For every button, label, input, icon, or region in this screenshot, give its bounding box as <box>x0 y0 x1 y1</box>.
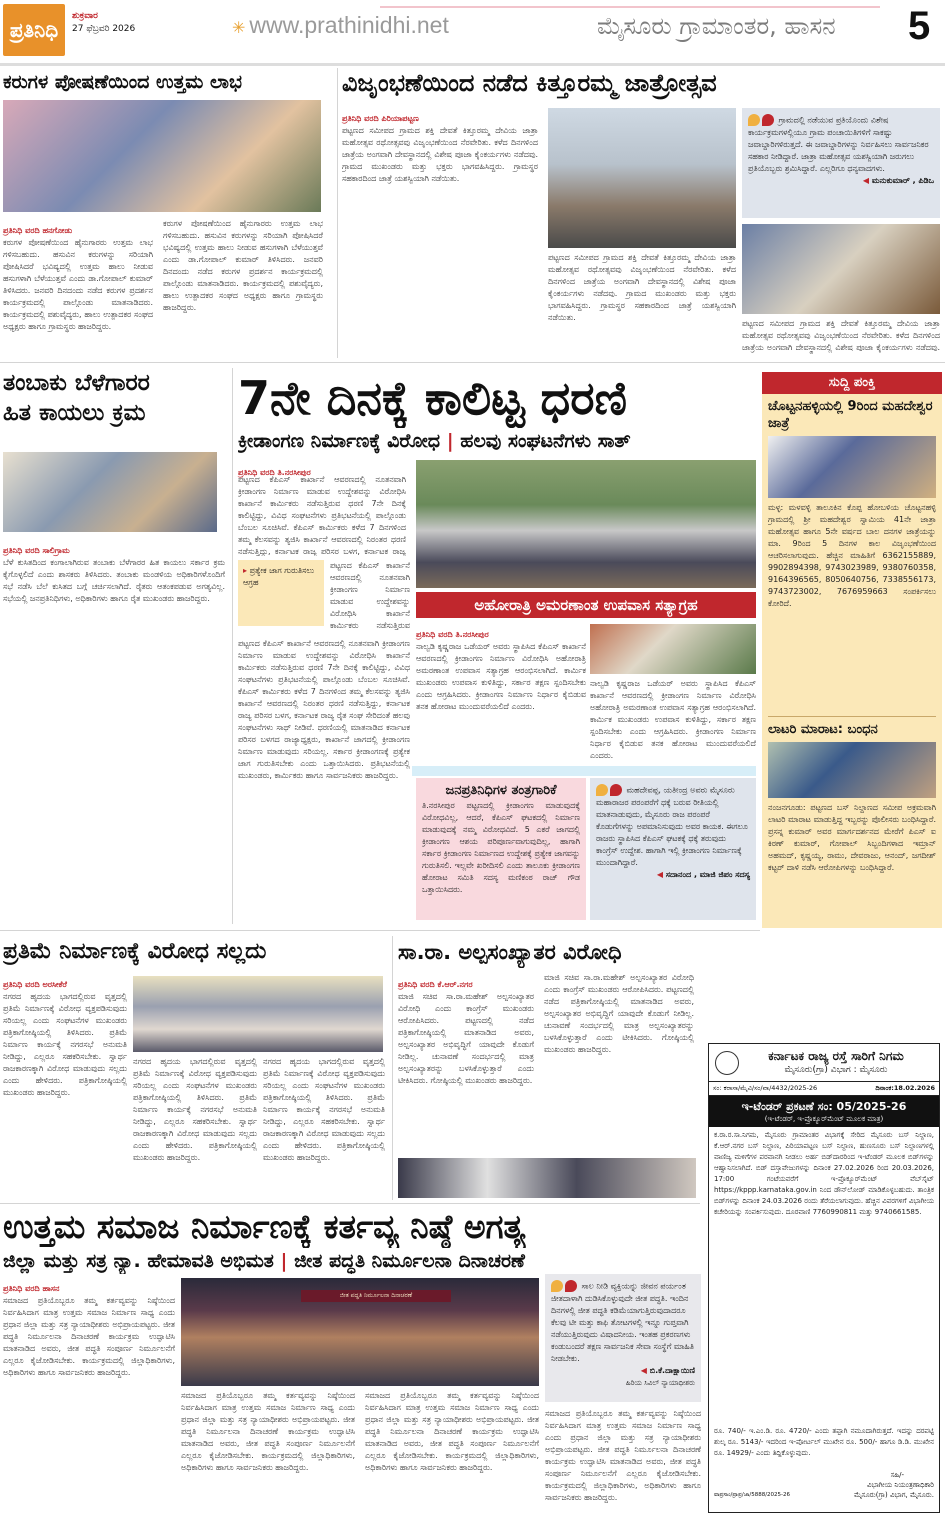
website-url: www.prathinidhi.net <box>249 12 449 38</box>
lead-subheadline <box>238 428 756 454</box>
quote-attribution: ◀ ಸದಾನಂದ , ಮಾಜಿ ಜಿಪಂ ಸದಸ್ಯ <box>596 869 750 881</box>
column-divider <box>337 68 338 358</box>
headline: ಉತ್ತಮ ಸಮಾಜ ನಿರ್ಮಾಣಕ್ಕೆ ಕರ್ತವ್ಯ ನಿಷ್ಠೆ ಅಗತ್ಯ <box>3 1207 526 1246</box>
page-number: 5 <box>908 4 931 48</box>
cursor-click-icon: ✳ <box>232 20 246 37</box>
lamp-lighting-photo <box>181 1278 539 1386</box>
sidebar-item-2-body: ನಂಜನಗೂಡು: ಪಟ್ಟಣದ ಬಸ್ ನಿಲ್ದಾಣದ ಸಮೀಪ ಅಕ್ರಮವಾಗಿ ಲಾಟರಿ ಮಾರಾಟ ಮಾಡುತ್ತಿದ್ದ ಇಬ್ಬರನ್ನು ಪೊಲೀಸರು ಬಂಧಿಸಿದ್ದಾರೆ. ಪ್ರಸನ್ನ ಕುಮಾರ್ ಅವರ ಮಾರ್ಗದರ್ಶನದ ಮೇರೆಗೆ ಪಿಎಸ್ ಐ ಕಿರಣ್ ಕುಮಾರ್, ಗೋಪಾಲ್ ಸಿಬ್ಬಂದಿಗಳಾದ ಇಮ್ರಾನ್ ಅಹಮದ್, ಕೃಷ್ಣಯ್ಯ, ರಾಮು, ದೇವರಾಜು, ಆನಂದ್, ಜಗದೀಶ್ ಕಟ್ಟರ್ ದಾಳಿ ನಡೆಸಿ ಆರೋಪಿಗಳನ್ನು ಬಂಧಿಸಿದ್ದಾರೆ. <box>768 803 936 872</box>
row-divider <box>0 1203 700 1204</box>
quote-text: ಮಹದೇವಪ್ಪ, ಯತೀಂದ್ರ ಅವರು ಮೈಸೂರು ಮಹಾರಾಜರ ಪರಂಪರೆಗೆ ಧಕ್ಕೆ ಬರುವ ರೀತಿಯಲ್ಲಿ ಮಾತನಾಡುವುದು, ಮೈಸೂರು ರಾಜ ಪರಂಪರೆ ಕೊಡುಗೆಗಳನ್ನು ಅಪಮಾನಿಸುವುದು ಅವರ ಕಾಯಕ. ಈಗಲೂ ರಾಜರು ಸ್ಥಾಪಿಸಿದ ಕೆಪಿಎಸ್ ಘಟಕಕ್ಕೆ ಧಕ್ಕೆ ತರುವುದು ಕಾಂಗ್ರೆಸ್ ಉದ್ದೇಶ. ಹಾಗಾಗಿ ಇಲ್ಲಿ ಕ್ರೀಡಾಂಗಣ ನಿರ್ಮಾಣಕ್ಕೆ ಮುಂದಾಗಿದ್ದಾರೆ. <box>596 785 748 867</box>
quote-icon <box>748 114 760 126</box>
article-body-continued: ಸಮಾಜದ ಪ್ರತಿಯೊಬ್ಬರೂ ತಮ್ಮ ಕರ್ತವ್ಯವನ್ನು ನಿಷ್ಠೆಯಿಂದ ನಿರ್ವಹಿಸಿದಾಗ ಮಾತ್ರ ಉತ್ತಮ ಸಮಾಜ ನಿರ್ಮಾಣ ಸಾಧ್ಯ ಎಂದು ಪ್ರಧಾನ ಜಿಲ್ಲಾ ಮತ್ತು ಸತ್ರ ನ್ಯಾಯಾಧೀಶರು ಅಭಿಪ್ರಾಯಪಟ್ಟರು. ಜೀತ ಪದ್ಧತಿ ನಿರ್ಮೂಲನಾ ದಿನಾಚರಣೆ ಕಾರ್ಯಕ್ರಮ ಉದ್ಘಾಟಿಸಿ ಮಾತನಾಡಿದ ಅವರು, ಜೀತ ಪದ್ಧತಿ ಸಂಪೂರ್ಣ ನಿರ್ಮೂಲನೆಗೆ ಎಲ್ಲರೂ ಕೈಜೋಡಿಸಬೇಕು. ಕಾರ್ಯಕ್ರಮದಲ್ಲಿ ಜಿಲ್ಲಾಧಿಕಾರಿಗಳು, ಅಧಿಕಾರಿಗಳು ಹಾಗೂ ಸಾರ್ವಜನಿಕರು ಹಾಜರಿದ್ದರು. <box>181 1391 355 1472</box>
tender-reference: ಸಂ: ಕರಾಸಾ/ಮೈವಿ/ಸಂ/ವಾ/4432/2025-26 <box>713 1084 818 1092</box>
sidebar-title: ಸುದ್ದಿ ಪಂಕ್ತಿ <box>762 372 942 394</box>
row-divider <box>0 362 945 363</box>
subhead-part-2: ಹಲವು ಸಂಘಟನೆಗಳು ಸಾತ್ <box>460 430 631 452</box>
byline: ಪ್ರತಿನಿಧಿ ವರದಿ ತಿ.ನರಸೀಪುರ <box>238 468 311 477</box>
box-body: ತಿ.ನರಸೀಪುರ ಪಟ್ಟಣದಲ್ಲಿ ಕ್ರೀಡಾಂಗಣ ಮಾಡುವುದಕ್ಕೆ ವಿರೋಧವಿಲ್ಲ, ಆದರೆ, ಕೆಪಿಎಸ್ ಘಟಕದಲ್ಲಿ ನಿರ್ಮಾಣ ಮಾಡುವುದಕ್ಕೆ ನಮ್ಮ ವಿರೋಧವಿದೆ. 5 ಎಕರೆ ಜಾಗದಲ್ಲಿ ಕ್ರೀಡಾಂಗಣ ಆಶಯ ಪರಿಪೂರ್ಣವಾಗುವುದಿಲ್ಲ, ಹಾಗಾಗಿ ಸರ್ಕಾರ ಕ್ರೀಡಾಂಗಣ ನಿರ್ಮಾಣದ ಉದ್ದೇಶಕ್ಕೆ ಪ್ರತ್ಯೇಕ ಜಾಗವನ್ನು ಗುರುತಿಸಲಿ. ಇಲ್ಲವೇ ಖರೀದಿಸಲಿ ಎಂದು ತಾಲೂಕು ಕ್ರೀಡಾಂಗಣ ಹೋರಾಟ ಸಮಿತಿ ಸದಸ್ಯ ಮಣಿಕಂಠ ರಾಜ್ ಗೌಡ ಒತ್ತಾಯಿಸಿದರು. <box>422 801 580 894</box>
tender-advertisement <box>708 1043 940 1513</box>
quote-text: ಗ್ರಾಮದಲ್ಲಿ ನಡೆಯುವ ಪ್ರತಿಯೊಂದು ವಿಶೇಷ ಕಾರ್ಯಕ್ರಮಗಳಲ್ಲಿಯೂ ಗ್ರಾಮ ಪಂಚಾಯಿತಿಗಳಿಗೆ ಸಾಕಷ್ಟು ಜವಾಬ್ದಾರಿಗಳಿರುತ್ತದೆ. ಈ ಜವಾಬ್ದಾರಿಗಳನ್ನು ನಿರ್ವಹಿಸಲು ಸಾರ್ವಜನಿಕರ ಸಹಕಾರ ನೀಡಿದ್ದಾರೆ. ಜಾತ್ರಾ ಮಹೋತ್ಸವ ಯಶಸ್ವಿಯಾಗಿ ಜರುಗಲು ಪ್ರತಿಯೊಬ್ಬರು ಶ್ರಮಿಸಿದ್ದಾರೆ. ಎಲ್ಲರಿಗೂ ಧನ್ಯವಾದಗಳು. <box>748 115 929 173</box>
sidebar-item-1-headline: ಚೊಟ್ಟನಹಳ್ಳಿಯಲ್ಲಿ 9ರಿಂದ ಮಹದೇಶ್ವರ ಜಾತ್ರೆ <box>768 399 933 431</box>
headline: ಪ್ರತಿಮೆ ನಿರ್ಮಾಣಕ್ಕೆ ವಿರೋಧ ಸಲ್ಲದು <box>3 939 267 964</box>
protest-crowd-photo <box>416 460 756 588</box>
quote-icon <box>565 1280 577 1292</box>
sidebar-item-2-headline: ಲಾಟರಿ ಮಾರಾಟ: ಬಂಧನ <box>768 722 878 737</box>
headline-line-2: ಹಿತ ಕಾಯಲು ಕ್ರಮ <box>3 400 146 426</box>
headline: ವಿಜೃಂಭಣೆಯಿಂದ ನಡೆದ ಕಿತ್ತೂರಮ್ಮ ಜಾತ್ರೋತ್ಸವ <box>342 69 717 97</box>
tender-date: ದಿನಾಂಕ:18.02.2026 <box>875 1084 935 1092</box>
quote-icon <box>610 784 622 796</box>
tender-signed: ಸಹಿ/- <box>890 1471 904 1479</box>
box-title: ಜನಪ್ರತಿನಿಧಿಗಳ ತಂತ್ರಗಾರಿಕೆ <box>445 783 557 798</box>
article-body-continued: ಪಟ್ಟಣದ ಕೆಪಿಎಸ್ ಕಾರ್ಖಾನೆ ಆವರಣದಲ್ಲಿ ನೂತನವಾಗಿ ಕ್ರೀಡಾಂಗಣ ನಿರ್ಮಾಣ ಮಾಡುವ ಉದ್ದೇಶವನ್ನು ವಿರೋಧಿಸಿ ಕಾರ್ಖಾನೆ ಕಾರ್ಮಿಕರು ನಡೆಸುತ್ತಿರುವ ಧರಣಿ 7ನೇ ದಿನಕ್ಕೆ ಕಾಲಿಟ್ಟಿದ್ದು, ವಿವಿಧ ಸಂಘಟನೆಗಳು ಪ್ರತಿಭಟನೆಯಲ್ಲಿ ಪಾಲ್ಗೊಂಡು ಬೆಂಬಲ ಸೂಚಿಸಿವೆ. ಕೆಪಿಎಸ್ ಕಾರ್ಮಿಕರು ಕಳೆದ 7 ದಿನಗಳಿಂದ ತಮ್ಮ ಕೆಲಸವನ್ನು ತ್ಯಜಿಸಿ ಕಾರ್ಖಾನೆ ಆವರಣದಲ್ಲಿ ನಿರಂತರ ಧರಣಿ ನಡೆಸುತ್ತಿದ್ದು, ಕರ್ನಾಟಕ ರಾಜ್ಯ ಪರಿಸರ ಬಳಗ, ಕರ್ನಾಟಕ ರಾಜ್ಯ ರೈತ ಸಂಘ ಸೇರಿದಂತೆ ಹಲವು ಸಂಘಟನೆಗಳು ಸಾಥ್ ನೀಡಿವೆ. ಧರಣಿಯಲ್ಲಿ ಮಾತನಾಡಿದ ಕರ್ನಾಟಕ ಪರಿಸರ ಬಳಗದ ರಾಜ್ಯಾಧ್ಯಕ್ಷರು, ಕಾರ್ಖಾನೆ ಜಾಗದಲ್ಲಿ ಕ್ರೀಡಾಂಗಣ ನಿರ್ಮಾಣ ಮಾಡುವುದು ಸರಿಯಲ್ಲ. ಸರ್ಕಾರ ಕ್ರೀಡಾಂಗಣಕ್ಕೆ ಪ್ರತ್ಯೇಕ ಜಾಗ ಗುರುತಿಸಬೇಕು ಎಂದು ಒತ್ತಾಯಿಸಿದರು. ಪ್ರತಿಭಟನೆಯಲ್ಲಿ ಮುಖಂಡರು, ಕಾರ್ಮಿಕರು ಹಾಗೂ ಸಾರ್ವಜನಿಕರು ಹಾಜರಿದ್ದರು. <box>238 639 410 780</box>
article-body: ಸಮಾಜದ ಪ್ರತಿಯೊಬ್ಬರೂ ತಮ್ಮ ಕರ್ತವ್ಯವನ್ನು ನಿಷ್ಠೆಯಿಂದ ನಿರ್ವಹಿಸಿದಾಗ ಮಾತ್ರ ಉತ್ತಮ ಸಮಾಜ ನಿರ್ಮಾಣ ಸಾಧ್ಯ ಎಂದು ಪ್ರಧಾನ ಜಿಲ್ಲಾ ಮತ್ತು ಸತ್ರ ನ್ಯಾಯಾಧೀಶರು ಅಭಿಪ್ರಾಯಪಟ್ಟರು. ಜೀತ ಪದ್ಧತಿ ನಿರ್ಮೂಲನಾ ದಿನಾಚರಣೆ ಕಾರ್ಯಕ್ರಮ ಉದ್ಘಾಟಿಸಿ ಮಾತನಾಡಿದ ಅವರು, ಜೀತ ಪದ್ಧತಿ ಸಂಪೂರ್ಣ ನಿರ್ಮೂಲನೆಗೆ ಎಲ್ಲರೂ ಕೈಜೋಡಿಸಬೇಕು. ಕಾರ್ಯಕ್ರಮದಲ್ಲಿ ಜಿಲ್ಲಾಧಿಕಾರಿಗಳು, ಅಧಿಕಾರಿಗಳು ಹಾಗೂ ಸಾರ್ವಜನಿಕರು ಹಾಜರಿದ್ದರು. <box>3 1296 175 1377</box>
article-body: ನಾಲ್ವಡಿ ಕೃಷ್ಣರಾಜ ಒಡೆಯರ್ ಅವರು ಸ್ಥಾಪಿಸಿದ ಕೆಪಿಎಸ್ ಕಾರ್ಖಾನೆ ಆವರಣದಲ್ಲಿ ಕ್ರೀಡಾಂಗಣ ನಿರ್ಮಾಣ ವಿರೋಧಿಸಿ ಅಹೋರಾತ್ರಿ ಅಮರಣಾಂತ ಉಪವಾಸ ಸತ್ಯಾಗ್ರಹ ಆರಂಭಿಸಲಾಗಿದೆ. ಕಾರ್ಮಿಕ ಮುಖಂಡರು ಉಪವಾಸ ಕುಳಿತಿದ್ದು, ಸರ್ಕಾರ ತಕ್ಷಣ ಸ್ಪಂದಿಸಬೇಕು ಎಂದು ಆಗ್ರಹಿಸಿದರು. ಕ್ರೀಡಾಂಗಣ ನಿರ್ಮಾಣ ನಿರ್ಧಾರ ಕೈಬಿಡುವ ತನಕ ಹೋರಾಟ ಮುಂದುವರೆಯಲಿದೆ ಎಂದರು. <box>416 642 586 711</box>
website-link[interactable] <box>232 12 449 39</box>
article-society <box>3 1206 703 1518</box>
bullet-icon: ▸ <box>243 566 248 575</box>
subhead-separator: | <box>280 1250 288 1272</box>
article-body-continued: ಪಟ್ಟಣದ ಕೆಪಿಎಸ್ ಕಾರ್ಖಾನೆ ಆವರಣದಲ್ಲಿ ನೂತನವಾಗಿ ಕ್ರೀಡಾಂಗಣ ನಿರ್ಮಾಣ ಮಾಡುವ ಉದ್ದೇಶವನ್ನು ವಿರೋಧಿಸಿ ಕಾರ್ಖಾನೆ ಕಾರ್ಮಿಕರು ನಡೆಸುತ್ತಿರುವ <box>330 561 410 630</box>
article-body-continued: ನಾಲ್ವಡಿ ಕೃಷ್ಣರಾಜ ಒಡೆಯರ್ ಅವರು ಸ್ಥಾಪಿಸಿದ ಕೆಪಿಎಸ್ ಕಾರ್ಖಾನೆ ಆವರಣದಲ್ಲಿ ಕ್ರೀಡಾಂಗಣ ನಿರ್ಮಾಣ ವಿರೋಧಿಸಿ ಅಹೋರಾತ್ರಿ ಅಮರಣಾಂತ ಉಪವಾಸ ಸತ್ಯಾಗ್ರಹ ಆರಂಭಿಸಲಾಗಿದೆ. ಕಾರ್ಮಿಕ ಮುಖಂಡರು ಉಪವಾಸ ಕುಳಿತಿದ್ದು, ಸರ್ಕಾರ ತಕ್ಷಣ ಸ್ಪಂದಿಸಬೇಕು ಎಂದು ಆಗ್ರಹಿಸಿದರು. ಕ್ರೀಡಾಂಗಣ ನಿರ್ಮಾಣ ನಿರ್ಧಾರ ಕೈಬಿಡುವ ತನಕ ಹೋರಾಟ ಮುಂದುವರೆಯಲಿದೆ ಎಂದರು. <box>590 679 756 760</box>
article-body: ಪಟ್ಟಣದ ಸಮೀಪದ ಗ್ರಾಮದ ಶಕ್ತಿ ದೇವತೆ ಕಿತ್ತೂರಮ್ಮ ದೇವಿಯ ಜಾತ್ರಾ ಮಹೋತ್ಸವ ರಥೋತ್ಸವವು ವಿಜೃಂಭಣೆಯಿಂದ ನೆರವೇರಿತು. ಕಳೆದ ದಿನಗಳಿಂದ ಜಾತ್ರೆಯ ಅಂಗವಾಗಿ ದೇವಸ್ಥಾನದಲ್ಲಿ ವಿಶೇಷ ಪೂಜಾ ಕೈಂಕರ್ಯಗಳು ನಡೆದವು. ಗ್ರಾಮದ ಮುಖಂಡರು ಮತ್ತು ಭಕ್ತರು ಭಾಗವಹಿಸಿದ್ದರು. ಗ್ರಾಮಸ್ಥರ ಸಹಕಾರದಿಂದ ಜಾತ್ರೆ ಯಶಸ್ವಿಯಾಗಿ ನಡೆಯಿತು. <box>342 126 538 183</box>
article-minority <box>398 936 698 1200</box>
callout-text: ಪ್ರತ್ಯೇಕ ಜಾಗ ಗುರುತಿಸಲು ಆಗ್ರಹ <box>243 566 315 587</box>
column-divider <box>392 936 393 1200</box>
article-body: ಕರುಗಳ ಪೋಷಣೆಯಿಂದ ಹೈನುಗಾರರು ಉತ್ತಮ ಲಾಭ ಗಳಿಸಬಹುದು. ಹಸುವಿನ ಕರುಗಳನ್ನು ಸರಿಯಾಗಿ ಪೋಷಿಸಿದರೆ ಭವಿಷ್ಯದಲ್ಲಿ ಉತ್ತಮ ಹಾಲು ನೀಡುವ ಹಸುಗಳಾಗಿ ಬೆಳೆಯುತ್ತವೆ ಎಂದು ಡಾ.ಗೋಪಾಲ್ ಕುಮಾರ್ ತಿಳಿಸಿದರು. ಜನವರಿ ದಿನದಂದು ನಡೆದ ಕರುಗಳ ಪ್ರದರ್ಶನ ಕಾರ್ಯಕ್ರಮದಲ್ಲಿ ಪಾಲ್ಗೊಂಡು ಮಾತನಾಡಿದರು. ಕಾರ್ಯಕ್ರಮದಲ್ಲಿ ಪಶುವೈದ್ಯರು, ಹಾಲು ಉತ್ಪಾದಕರ ಸಂಘದ ಅಧ್ಯಕ್ಷರು ಹಾಗೂ ಗ್ರಾಮಸ್ಥರು ಹಾಜರಿದ್ದರು. <box>3 238 153 331</box>
newspaper-logo: ಪ್ರತಿನಿಧಿ <box>3 4 65 56</box>
congress-leaders-photo <box>398 1158 696 1198</box>
column-1 <box>3 218 153 363</box>
lead-headline: 7ನೇ ದಿನಕ್ಕೆ ಕಾಲಿಟ್ಟ ಧರಣಿ <box>238 371 628 425</box>
tender-notice-title: ಇ-ಟೆಂಡರ್ ಪ್ರಕಟಣೆ ಸಂ: 05/2025-26 <box>741 1100 907 1113</box>
tender-notice-subtitle: (ಇ-ಟೆಂಡರ್, ಇ-ಪ್ರೊಕ್ಯೂರ್‌ಮೆಂಟ್ ಮೂಲಕ ಮಾತ್ರ) <box>764 1115 884 1123</box>
jatre-photo <box>768 436 936 498</box>
article-body: ಬೆಳೆ ಕುಸಿತದಿಂದ ಕಂಗಾಲಾಗಿರುವ ತಂಬಾಕು ಬೆಳೆಗಾರರ ಹಿತ ಕಾಯಲು ಸರ್ಕಾರ ಕ್ರಮ ಕೈಗೊಳ್ಳಲಿದೆ ಎಂದು ಶಾಸಕರು ತಿಳಿಸಿದರು. ತಂಬಾಕು ಮಂಡಳಿಯ ಅಧಿಕಾರಿಗಳೊಂದಿಗೆ ಸಭೆ ನಡೆಸಿ ಬೆಲೆ ಕುಸಿತದ ಬಗ್ಗೆ ಚರ್ಚಿಸಲಾಗಿದೆ. ರೈತರು ಆತಂಕಪಡುವ ಅಗತ್ಯವಿಲ್ಲ. ಸಭೆಯಲ್ಲಿ ಜನಪ್ರತಿನಿಧಿಗಳು, ಅಧಿಕಾರಿಗಳು ಹಾಗೂ ರೈತ ಮುಖಂಡರು ಹಾಜರಿದ್ದರು. <box>3 558 225 603</box>
article-tobacco <box>3 368 229 924</box>
chariot-festival-photo <box>548 108 736 248</box>
lottery-arrest-photo <box>768 742 936 798</box>
press-meet-photo <box>133 976 383 1052</box>
article-body: ನಗರದ ಹೃದಯ ಭಾಗದಲ್ಲಿರುವ ವೃತ್ತದಲ್ಲಿ ಪ್ರತಿಮೆ ನಿರ್ಮಾಣಕ್ಕೆ ವಿರೋಧ ವ್ಯಕ್ತಪಡಿಸುವುದು ಸರಿಯಲ್ಲ ಎಂದು ಸಂಘಟನೆಗಳ ಮುಖಂಡರು ಪತ್ರಿಕಾಗೋಷ್ಠಿಯಲ್ಲಿ ತಿಳಿಸಿದರು. ಪ್ರತಿಮೆ ನಿರ್ಮಾಣ ಕಾರ್ಯಕ್ಕೆ ನಗರಸಭೆ ಅನುಮತಿ ನೀಡಿದ್ದು, ಎಲ್ಲರೂ ಸಹಕರಿಸಬೇಕು. ಸ್ವಾರ್ಥ ರಾಜಕಾರಣಕ್ಕಾಗಿ ವಿರೋಧ ಮಾಡುವುದು ಸಲ್ಲದು ಎಂದು ಹೇಳಿದರು. ಪತ್ರಿಕಾಗೋಷ್ಠಿಯಲ್ಲಿ ಮುಖಂಡರು ಹಾಜರಿದ್ದರು. <box>3 992 127 1097</box>
byline: ಪ್ರತಿನಿಧಿ ವರದಿ ಅರಸೀಕೆರೆ <box>3 980 67 989</box>
article-dharani <box>238 368 756 924</box>
byline: ಪ್ರತಿನಿಧಿ ವರದಿ ಪಿರಿಯಾಪಟ್ಟಣ <box>342 114 419 123</box>
village-meal-photo <box>742 224 940 314</box>
article-body-continued: ಪಟ್ಟಣದ ಸಮೀಪದ ಗ್ರಾಮದ ಶಕ್ತಿ ದೇವತೆ ಕಿತ್ತೂರಮ್ಮ ದೇವಿಯ ಜಾತ್ರಾ ಮಹೋತ್ಸವ ರಥೋತ್ಸವವು ವಿಜೃಂಭಣೆಯಿಂದ ನೆರವೇರಿತು. ಕಳೆದ ದಿನಗಳಿಂದ ಜಾತ್ರೆಯ ಅಂಗವಾಗಿ ದೇವಸ್ಥಾನದಲ್ಲಿ ವಿಶೇಷ ಪೂಜಾ ಕೈಂಕರ್ಯಗಳು ನಡೆದವು. ಗ್ರಾಮದ ಮುಖಂಡರು ಮತ್ತು ಭಕ್ತರು ಭಾಗವಹಿಸಿದ್ದರು. ಗ್ರಾಮಸ್ಥರ ಸಹಕಾರದಿಂದ ಜಾತ್ರೆ ಯಶಸ್ವಿಯಾಗಿ ನಡೆಯಿತು. <box>548 253 736 322</box>
subhead-separator: | <box>446 430 454 452</box>
quote-attribution: ◀ ಮನುಕುಮಾರ್ , ಪಿಡಿಒ <box>748 175 934 187</box>
fast-banner: ಅಹೋರಾತ್ರಿ ಅಮರಣಾಂತ ಉಪವಾಸ ಸತ್ಯಾಗ್ರಹ <box>416 592 756 618</box>
article-body-continued: ನಗರದ ಹೃದಯ ಭಾಗದಲ್ಲಿರುವ ವೃತ್ತದಲ್ಲಿ ಪ್ರತಿಮೆ ನಿರ್ಮಾಣಕ್ಕೆ ವಿರೋಧ ವ್ಯಕ್ತಪಡಿಸುವುದು ಸರಿಯಲ್ಲ ಎಂದು ಸಂಘಟನೆಗಳ ಮುಖಂಡರು ಪತ್ರಿಕಾಗೋಷ್ಠಿಯಲ್ಲಿ ತಿಳಿಸಿದರು. ಪ್ರತಿಮೆ ನಿರ್ಮಾಣ ಕಾರ್ಯಕ್ಕೆ ನಗರಸಭೆ ಅನುಮತಿ ನೀಡಿದ್ದು, ಎಲ್ಲರೂ ಸಹಕರಿಸಬೇಕು. ಸ್ವಾರ್ಥ ರಾಜಕಾರಣಕ್ಕಾಗಿ ವಿರೋಧ ಮಾಡುವುದು ಸಲ್ಲದು ಎಂದು ಹೇಳಿದರು. ಪತ್ರಿಕಾಗೋಷ್ಠಿಯಲ್ಲಿ ಮುಖಂಡರು ಹಾಜರಿದ್ದರು. <box>263 1057 385 1162</box>
issue-date-text: 27 ಫೆಬ್ರವರಿ 2026 <box>72 24 136 34</box>
article-body-continued: ಕರುಗಳ ಪೋಷಣೆಯಿಂದ ಹೈನುಗಾರರು ಉತ್ತಮ ಲಾಭ ಗಳಿಸಬಹುದು. ಹಸುವಿನ ಕರುಗಳನ್ನು ಸರಿಯಾಗಿ ಪೋಷಿಸಿದರೆ ಭವಿಷ್ಯದಲ್ಲಿ ಉತ್ತಮ ಹಾಲು ನೀಡುವ ಹಸುಗಳಾಗಿ ಬೆಳೆಯುತ್ತವೆ ಎಂದು ಡಾ.ಗೋಪಾಲ್ ಕುಮಾರ್ ತಿಳಿಸಿದರು. ಜನವರಿ ದಿನದಂದು ನಡೆದ ಕರುಗಳ ಪ್ರದರ್ಶನ ಕಾರ್ಯಕ್ರಮದಲ್ಲಿ ಪಾಲ್ಗೊಂಡು ಮಾತನಾಡಿದರು. ಕಾರ್ಯಕ್ರಮದಲ್ಲಿ ಪಶುವೈದ್ಯರು, ಹಾಲು ಉತ್ಪಾದಕರ ಸಂಘದ ಅಧ್ಯಕ್ಷರು ಹಾಗೂ ಗ್ರಾಮಸ್ಥರು ಹಾಜರಿದ್ದರು. <box>163 219 323 312</box>
pullquote <box>742 108 940 218</box>
sidebar-item-1-body: ಮಳ್ಳ: ಮಳವಳ್ಳಿ ತಾಲೂಕಿನ ಕೊಪ್ಪ ಹೋಬಳಿಯ ಚೊಟ್ಟನಹಳ್ಳಿ ಗ್ರಾಮದಲ್ಲಿ ಶ್ರೀ ಮಹದೇಶ್ವರ ಸ್ವಾಮಿಯ 41ನೇ ಜಾತ್ರಾ ಮಹೋತ್ಸವ ಹಾಗೂ 5ನೇ ವರ್ಷದ ಬಾಲ ದನಗಳ ಜಾತ್ರೆಯನ್ನು ಮಾ. 9ರಿಂದ 5 ದಿನಗಳ ಕಾಲ ವಿಜೃಂಭಣೆಯಿಂದ ಆಚರಿಸಲಾಗುವುದು. ಹೆಚ್ಚಿನ ಮಾಹಿತಿಗೆ 6362155889, 9902894398, 9743023989, 9380760358, 9164396565, 8050640756, 7338556173, 9743723002, 7676959663 ಸಂಪರ್ಕಿಸಲು ಕೋರಿದೆ. <box>768 503 936 608</box>
byline: ಪ್ರತಿನಿಧಿ ವರದಿ ಸಾಲಿಗ್ರಾಮ <box>3 546 70 555</box>
ksrtc-emblem-icon <box>715 1051 739 1075</box>
issue-day: ಶುಕ್ರವಾರ <box>72 11 98 21</box>
article-kitturamma <box>342 66 942 360</box>
byline: ಪ್ರತಿನಿಧಿ ವರದಿ ತಿ.ನರಸೀಪುರ <box>416 630 489 639</box>
section-name: ಮೈಸೂರು ಗ್ರಾಮಾಂತರ, ಹಾಸನ <box>597 12 836 40</box>
article-statue <box>3 936 387 1200</box>
headline-line-1: ತಂಬಾಕು ಬೆಳೆಗಾರರ <box>3 370 150 396</box>
dipr-code: ವಾಪ್ರಸಾಂ/ಪ್ರಾಪ್ರ/ಜಾ/5888/2025-26 <box>714 1492 791 1498</box>
article-body-continued: ನಗರದ ಹೃದಯ ಭಾಗದಲ್ಲಿರುವ ವೃತ್ತದಲ್ಲಿ ಪ್ರತಿಮೆ ನಿರ್ಮಾಣಕ್ಕೆ ವಿರೋಧ ವ್ಯಕ್ತಪಡಿಸುವುದು ಸರಿಯಲ್ಲ ಎಂದು ಸಂಘಟನೆಗಳ ಮುಖಂಡರು ಪತ್ರಿಕಾಗೋಷ್ಠಿಯಲ್ಲಿ ತಿಳಿಸಿದರು. ಪ್ರತಿಮೆ ನಿರ್ಮಾಣ ಕಾರ್ಯಕ್ಕೆ ನಗರಸಭೆ ಅನುಮತಿ ನೀಡಿದ್ದು, ಎಲ್ಲರೂ ಸಹಕರಿಸಬೇಕು. ಸ್ವಾರ್ಥ ರಾಜಕಾರಣಕ್ಕಾಗಿ ವಿರೋಧ ಮಾಡುವುದು ಸಲ್ಲದು ಎಂದು ಹೇಳಿದರು. ಪತ್ರಿಕಾಗೋಷ್ಠಿಯಲ್ಲಿ ಮುಖಂಡರು ಹಾಜರಿದ್ದರು. <box>133 1057 257 1162</box>
hunger-strike-photo <box>590 624 756 674</box>
row-divider <box>0 930 760 931</box>
signatory-office: ಮೈಸೂರು(ಗ್ರಾ) ವಿಭಾಗ, ಮೈಸೂರು. <box>853 1491 934 1499</box>
subhead-part-1: ಕ್ರೀಡಾಂಗಣ ನಿರ್ಮಾಣಕ್ಕೆ ವಿರೋಧ <box>238 430 441 452</box>
news-sidebar <box>762 372 942 928</box>
subhead-part-1: ಜಿಲ್ಲಾ ಮತ್ತು ಸತ್ರ ನ್ಯಾ. ಹೇಮಾವತಿ ಅಭಿಮತ <box>3 1250 274 1272</box>
tender-body: ಕ.ರಾ.ರ.ಸಾ.ನಿಗಮ, ಮೈಸೂರು ಗ್ರಾಮಾಂತರ ವಿಭಾಗಕ್ಕೆ ಸೇರಿದ ಮೈಸೂರು ಬಸ್ ನಿಲ್ದಾಣ, ಕೆ.ಆರ್.ನಗರ ಬಸ್ ನಿಲ್ದಾಣ, ಪಿರಿಯಾಪಟ್ಟಣ ಬಸ್ ನಿಲ್ದಾಣ, ಹುಣಸೂರು ಬಸ್ ನಿಲ್ದಾಣಗಳಲ್ಲಿ ವಾಣಿಜ್ಯ ಮಳಿಗೆಗಳ ಪರವಾನಗಿ ನೀಡಲು ಅರ್ಹ ಬಿಡ್‌ದಾರರಿಂದ ಇ-ಟೆಂಡರ್ ಮೂಲಕ ಬಿಡ್‌ಗಳನ್ನು ಆಹ್ವಾನಿಸಲಾಗಿದೆ. ಬಿಡ್ ದಸ್ತಾವೇಜುಗಳನ್ನು ದಿನಾಂಕ 27.02.2026 ರಿಂದ 20.03.2026, 17:00 ಗಂಟೆಯವರೆಗೆ ಇ-ಪ್ರೊಕ್ಯೂರ್‌ಮೆಂಟ್ ವೆಬ್‌ಸೈಟ್ https://kppp.karnataka.gov.in ನಿಂದ ಡೌನ್‌ಲೋಡ್ ಮಾಡಿಕೊಳ್ಳಬಹುದು. ತಾಂತ್ರಿಕ ಬಿಡ್‌ಗಳನ್ನು ದಿನಾಂಕ 24.03.2026 ರಂದು ತೆರೆಯಲಾಗುವುದು. ಹೆಚ್ಚಿನ ವಿವರಗಳಿಗೆ ವಿಭಾಗೀಯ ಕಚೇರಿಯನ್ನು ಸಂಪರ್ಕಿಸುವುದು. ದೂರವಾಣಿ 7760990811 ಮತ್ತು 9740661585. <box>714 1131 934 1216</box>
quote-icon <box>596 784 608 796</box>
article-calves <box>3 68 333 360</box>
tender-fees: ರೂ. 740/- ಇ.ಎಂ.ಡಿ. ರೂ. 4720/- ಎಂದು ತಪ್ಪಾಗಿ ನಮೂದಾಗಿರುತ್ತದೆ. ಇದನ್ನು ದರಪಟ್ಟಿ ಶುಲ್ಕ ರೂ. 5143/- ಇದರಿಂದ ಇ-ಪೋರ್ಟಲ್ ಮುಖೇನ ರೂ. 500/- ಹಾಗೂ ಡಿ.ಡಿ. ಮುಖೇನ ರೂ. 14929/- ಎಂದು ತಿದ್ದಿಕೊಳ್ಳುವುದು. <box>714 1427 934 1457</box>
article-body: ಪಟ್ಟಣದ ಕೆಪಿಎಸ್ ಕಾರ್ಖಾನೆ ಆವರಣದಲ್ಲಿ ನೂತನವಾಗಿ ಕ್ರೀಡಾಂಗಣ ನಿರ್ಮಾಣ ಮಾಡುವ ಉದ್ದೇಶವನ್ನು ವಿರೋಧಿಸಿ ಕಾರ್ಖಾನೆ ಕಾರ್ಮಿಕರು ನಡೆಸುತ್ತಿರುವ ಧರಣಿ 7ನೇ ದಿನಕ್ಕೆ ಕಾಲಿಟ್ಟಿದ್ದು, ವಿವಿಧ ಸಂಘಟನೆಗಳು ಪ್ರತಿಭಟನೆಯಲ್ಲಿ ಪಾಲ್ಗೊಂಡು ಬೆಂಬಲ ಸೂಚಿಸಿವೆ. ಕೆಪಿಎಸ್ ಕಾರ್ಮಿಕರು ಕಳೆದ 7 ದಿನಗಳಿಂದ ತಮ್ಮ ಕೆಲಸವನ್ನು ತ್ಯಜಿಸಿ ಕಾರ್ಖಾನೆ ಆವರಣದಲ್ಲಿ ನಿರಂತರ ಧರಣಿ ನಡೆಸುತ್ತಿದ್ದು, ಕರ್ನಾಟಕ ರಾಜ್ಯ ಪರಿಸರ ಬಳಗ, ಕರ್ನಾಟಕ ರಾಜ್ಯ <box>238 475 406 556</box>
pullquote <box>590 778 756 920</box>
callout-box <box>238 560 324 626</box>
photo-caption: ಪಟ್ಟಣದ ಸಮೀಪದ ಗ್ರಾಮದ ಶಕ್ತಿ ದೇವತೆ ಕಿತ್ತೂರಮ್ಮ ದೇವಿಯ ಜಾತ್ರಾ ಮಹೋತ್ಸವ ರಥೋತ್ಸವವು ವಿಜೃಂಭಣೆಯಿಂದ ನೆರವೇರಿತು. ಕಳೆದ ದಿನಗಳಿಂದ ಜಾತ್ರೆಯ ಅಂಗವಾಗಿ ದೇವಸ್ಥಾನದಲ್ಲಿ ವಿಶೇಷ ಪೂಜಾ ಕೈಂಕರ್ಯಗಳು ನಡೆದವು. <box>742 319 940 352</box>
subhead-part-2: ಜೀತ ಪದ್ಧತಿ ನಿರ್ಮೂಲನಾ ದಿನಾಚರಣೆ <box>294 1250 525 1272</box>
masthead-decor-line <box>380 6 880 8</box>
issue-date <box>72 10 135 36</box>
headline: ಸಾ.ರಾ. ಅಲ್ಪಸಂಖ್ಯಾತರ ವಿರೋಧಿ <box>398 940 622 964</box>
article-body-continued: ಸಮಾಜದ ಪ್ರತಿಯೊಬ್ಬರೂ ತಮ್ಮ ಕರ್ತವ್ಯವನ್ನು ನಿಷ್ಠೆಯಿಂದ ನಿರ್ವಹಿಸಿದಾಗ ಮಾತ್ರ ಉತ್ತಮ ಸಮಾಜ ನಿರ್ಮಾಣ ಸಾಧ್ಯ ಎಂದು ಪ್ರಧಾನ ಜಿಲ್ಲಾ ಮತ್ತು ಸತ್ರ ನ್ಯಾಯಾಧೀಶರು ಅಭಿಪ್ರಾಯಪಟ್ಟರು. ಜೀತ ಪದ್ಧತಿ ನಿರ್ಮೂಲನಾ ದಿನಾಚರಣೆ ಕಾರ್ಯಕ್ರಮ ಉದ್ಘಾಟಿಸಿ ಮಾತನಾಡಿದ ಅವರು, ಜೀತ ಪದ್ಧತಿ ಸಂಪೂರ್ಣ ನಿರ್ಮೂಲನೆಗೆ ಎಲ್ಲರೂ ಕೈಜೋಡಿಸಬೇಕು. ಕಾರ್ಯಕ್ರಮದಲ್ಲಿ ಜಿಲ್ಲಾಧಿಕಾರಿಗಳು, ಅಧಿಕಾರಿಗಳು ಹಾಗೂ ಸಾರ್ವಜನಿಕರು ಹಾಜರಿದ್ದರು. <box>365 1391 539 1472</box>
signatory-title: ವಿಭಾಗೀಯ ನಿಯಂತ್ರಣಾಧಿಕಾರಿ <box>867 1481 934 1489</box>
calves-event-photo <box>3 100 321 212</box>
tobacco-meeting-photo <box>3 452 217 532</box>
representatives-box <box>416 778 586 920</box>
sidebar-divider <box>768 716 936 717</box>
quote-icon <box>551 1280 563 1292</box>
headline: ಕರುಗಳ ಪೋಷಣೆಯಿಂದ ಉತ್ತಮ ಲಾಭ <box>3 71 242 93</box>
photo-stage-banner: ಜೀತ ಪದ್ಧತಿ ನಿರ್ಮೂಲನಾ ದಿನಾಚರಣೆ <box>301 1290 451 1302</box>
column-divider <box>232 368 233 924</box>
info-strip <box>412 766 756 776</box>
byline: ಪ್ರತಿನಿಧಿ ವರದಿ ಕೆ.ಆರ್.ನಗರ <box>398 980 473 989</box>
tender-division: ಮೈಸೂರು(ಗ್ರಾ) ವಿಭಾಗ : ಮೈಸೂರು <box>784 1065 888 1075</box>
byline: ಪ್ರತಿನಿಧಿ ವರದಿ ಹಾಸನ <box>3 1284 60 1293</box>
pullquote <box>545 1274 701 1402</box>
quote-attribution: ◀ ಬಿ.ಕೆ.ದಾಕ್ಷಾಯಿಣಿ <box>551 1365 695 1377</box>
quote-text: ಸಾಲ ನೀಡಿ ವ್ಯಕ್ತಿಯನ್ನು ಜೀವನ ಪರ್ಯಂತ ಜೀತದಾಳಾಗಿ ದುಡಿಸಿಕೊಳ್ಳುವುದೇ ಜೀತ ಪದ್ಧತಿ. ಇಂದಿನ ದಿನಗಳಲ್ಲಿ ಜೀತ ಪದ್ಧತಿ ಕಡಿಮೆಯಾಗುತ್ತಿರುವುದಾದರೂ ಕೆಲವು ಟೀ ಮತ್ತು ಕಾಫಿ ತೋಟಗಳಲ್ಲಿ ಇನ್ನೂ ಗುಪ್ತವಾಗಿ ನಡೆಯುತ್ತಿರುವುದು ವಿಷಾದನೀಯ. ಇಂತಹ ಪ್ರಕರಣಗಳು ಕಂಡುಬಂದರೆ ತಕ್ಷಣ ಸಾರ್ವಜನಿಕ ಸೇವಾ ಸಂಸ್ಥೆಗೆ ಮಾಹಿತಿ ನೀಡಬೇಕು. <box>551 1281 695 1363</box>
article-body-continued: ಸಮಾಜದ ಪ್ರತಿಯೊಬ್ಬರೂ ತಮ್ಮ ಕರ್ತವ್ಯವನ್ನು ನಿಷ್ಠೆಯಿಂದ ನಿರ್ವಹಿಸಿದಾಗ ಮಾತ್ರ ಉತ್ತಮ ಸಮಾಜ ನಿರ್ಮಾಣ ಸಾಧ್ಯ ಎಂದು ಪ್ರಧಾನ ಜಿಲ್ಲಾ ಮತ್ತು ಸತ್ರ ನ್ಯಾಯಾಧೀಶರು ಅಭಿಪ್ರಾಯಪಟ್ಟರು. ಜೀತ ಪದ್ಧತಿ ನಿರ್ಮೂಲನಾ ದಿನಾಚರಣೆ ಕಾರ್ಯಕ್ರಮ ಉದ್ಘಾಟಿಸಿ ಮಾತನಾಡಿದ ಅವರು, ಜೀತ ಪದ್ಧತಿ ಸಂಪೂರ್ಣ ನಿರ್ಮೂಲನೆಗೆ ಎಲ್ಲರೂ ಕೈಜೋಡಿಸಬೇಕು. ಕಾರ್ಯಕ್ರಮದಲ್ಲಿ ಜಿಲ್ಲಾಧಿಕಾರಿಗಳು, ಅಧಿಕಾರಿಗಳು ಹಾಗೂ ಸಾರ್ವಜನಿಕರು ಹಾಜರಿದ್ದರು. <box>545 1409 701 1502</box>
tender-organization: ಕರ್ನಾಟಕ ರಾಜ್ಯ ರಸ್ತೆ ಸಾರಿಗೆ ನಿಗಮ <box>768 1049 904 1063</box>
quote-icon <box>762 114 774 126</box>
article-body-continued: ಮಾಜಿ ಸಚಿವ ಸಾ.ರಾ.ಮಹೇಶ್ ಅಲ್ಪಸಂಖ್ಯಾತರ ವಿರೋಧಿ ಎಂದು ಕಾಂಗ್ರೆಸ್ ಮುಖಂಡರು ಆರೋಪಿಸಿದರು. ಪಟ್ಟಣದಲ್ಲಿ ನಡೆದ ಪತ್ರಿಕಾಗೋಷ್ಠಿಯಲ್ಲಿ ಮಾತನಾಡಿದ ಅವರು, ಅಲ್ಪಸಂಖ್ಯಾತರ ಅಭಿವೃದ್ಧಿಗೆ ಯಾವುದೇ ಕೊಡುಗೆ ನೀಡಿಲ್ಲ. ಚುನಾವಣೆ ಸಂದರ್ಭದಲ್ಲಿ ಮಾತ್ರ ಅಲ್ಪಸಂಖ್ಯಾತರನ್ನು ಬಳಸಿಕೊಳ್ಳುತ್ತಾರೆ ಎಂದು ಟೀಕಿಸಿದರು. ಗೋಷ್ಠಿಯಲ್ಲಿ ಮುಖಂಡರು ಹಾಜರಿದ್ದರು. <box>544 973 694 1054</box>
quote-role: ಹಿರಿಯ ಸಿವಿಲ್ ನ್ಯಾಯಾಧೀಶರು <box>625 1378 695 1387</box>
subheadline <box>3 1248 703 1274</box>
masthead <box>0 0 945 62</box>
byline: ಪ್ರತಿನಿಧಿ ವರದಿ ಹನಗೋಡು <box>3 226 73 235</box>
article-body: ಮಾಜಿ ಸಚಿವ ಸಾ.ರಾ.ಮಹೇಶ್ ಅಲ್ಪಸಂಖ್ಯಾತರ ವಿರೋಧಿ ಎಂದು ಕಾಂಗ್ರೆಸ್ ಮುಖಂಡರು ಆರೋಪಿಸಿದರು. ಪಟ್ಟಣದಲ್ಲಿ ನಡೆದ ಪತ್ರಿಕಾಗೋಷ್ಠಿಯಲ್ಲಿ ಮಾತನಾಡಿದ ಅವರು, ಅಲ್ಪಸಂಖ್ಯಾತರ ಅಭಿವೃದ್ಧಿಗೆ ಯಾವುದೇ ಕೊಡುಗೆ ನೀಡಿಲ್ಲ. ಚುನಾವಣೆ ಸಂದರ್ಭದಲ್ಲಿ ಮಾತ್ರ ಅಲ್ಪಸಂಖ್ಯಾತರನ್ನು ಬಳಸಿಕೊಳ್ಳುತ್ತಾರೆ ಎಂದು ಟೀಕಿಸಿದರು. ಗೋಷ್ಠಿಯಲ್ಲಿ ಮುಖಂಡರು ಹಾಜರಿದ್ದರು. <box>398 992 534 1085</box>
